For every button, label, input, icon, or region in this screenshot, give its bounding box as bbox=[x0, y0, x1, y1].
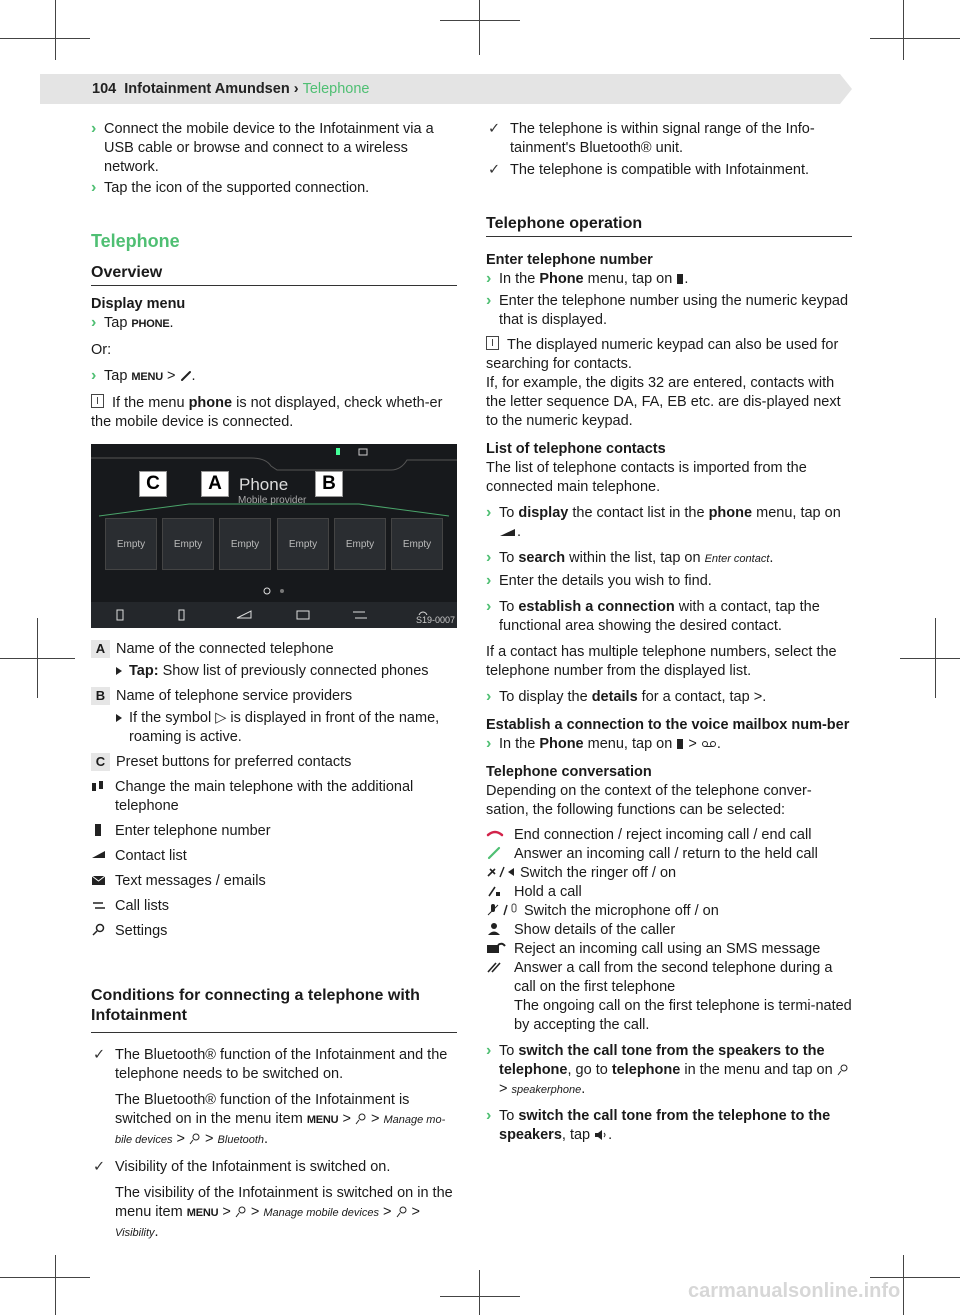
voicemail-icon bbox=[701, 739, 717, 749]
callout-b: B bbox=[315, 471, 343, 497]
legend-item-b: B Name of telephone service providers If the symbol ▷ is displayed in front of the name, roaming is active. bbox=[91, 687, 457, 747]
page-indicator bbox=[262, 587, 292, 595]
step: › Enter the telephone number using the numeric keypad that is displayed. bbox=[486, 292, 852, 330]
settings-icon bbox=[189, 1133, 201, 1145]
crop-mark bbox=[900, 658, 960, 659]
page-header-arrow bbox=[840, 74, 852, 104]
settings-icon bbox=[837, 1064, 849, 1076]
crop-mark bbox=[479, 0, 480, 55]
page-header bbox=[92, 81, 370, 97]
step: › To switch the call tone from the telephone to the speakers, tap . bbox=[486, 1107, 852, 1145]
step: › In the Phone menu, tap on > . bbox=[486, 735, 852, 754]
crop-mark bbox=[55, 1255, 56, 1315]
settings-icon bbox=[91, 923, 107, 937]
preset-contact-button[interactable]: Empty bbox=[162, 518, 214, 570]
screen-phone-title: Phone bbox=[239, 475, 289, 494]
preset-contact-button[interactable]: Empty bbox=[219, 518, 271, 570]
icon-legend-item: Enter telephone number bbox=[91, 822, 457, 841]
or-text: Or: bbox=[91, 342, 112, 358]
settings-icon bbox=[235, 1206, 247, 1218]
condition-item: ✓ The telephone is within signal range of the Info-tainment's Bluetooth® unit. bbox=[486, 120, 852, 158]
image-code: S19-0007 bbox=[415, 615, 455, 625]
crop-mark bbox=[440, 1296, 520, 1297]
preset-contact-button[interactable]: Empty bbox=[277, 518, 329, 570]
crop-mark bbox=[0, 658, 75, 659]
function-note: The ongoing call on the first telephone is termi-nated by accepting the call. bbox=[514, 998, 852, 1033]
phone-key: PHONE bbox=[131, 318, 170, 330]
watermark: carmanualsonline.info bbox=[688, 1280, 901, 1302]
step: › To display the details for a contact, tap >. bbox=[486, 688, 852, 707]
info-note: The displayed numeric keypad can also be used for searching for contacts. bbox=[486, 337, 839, 372]
contacts-icon bbox=[499, 526, 517, 538]
swap-phone-icon bbox=[91, 779, 105, 793]
conditions-heading: Conditions for connecting a telephone with Infotainment bbox=[91, 986, 457, 1033]
contacts-icon bbox=[91, 848, 107, 862]
screen-toolbar-icons bbox=[91, 602, 457, 628]
preset-contact-button[interactable]: Empty bbox=[334, 518, 386, 570]
chapter-title: Infotainment Amundsen bbox=[124, 81, 290, 97]
step: › In the Phone menu, tap on . bbox=[486, 270, 852, 289]
screen-provider: Mobile provider bbox=[238, 495, 307, 506]
telephone-operation-heading: Telephone operation bbox=[486, 214, 852, 237]
paragraph: If a contact has multiple telephone numbers, select the telephone number from the displayed list. bbox=[486, 644, 837, 679]
phone-handset-icon bbox=[180, 370, 192, 382]
conditions-section bbox=[91, 986, 457, 1243]
menu-key: MENU bbox=[131, 371, 164, 383]
right-column bbox=[486, 120, 852, 1145]
function-item: End connection / reject incoming call / end call bbox=[486, 826, 852, 845]
function-item: Answer an incoming call / return to the held call bbox=[486, 845, 852, 864]
page-number: 104 bbox=[92, 81, 117, 97]
info-icon bbox=[486, 336, 499, 350]
hold-icon bbox=[486, 884, 504, 898]
crop-mark bbox=[870, 1277, 960, 1278]
crop-mark bbox=[870, 38, 960, 39]
condition-detail: The visibility of the Infotainment is switched on in the menu item MENU > > Manage mobile devices > > Visibility. bbox=[115, 1185, 453, 1240]
keypad-icon bbox=[91, 823, 105, 837]
condition-item: ✓ The Bluetooth® function of the Infotainment and the telephone needs to be switched on. bbox=[91, 1046, 457, 1084]
crop-mark bbox=[440, 20, 520, 21]
second-phone-icon bbox=[486, 960, 504, 974]
answer-call-icon bbox=[486, 846, 504, 860]
display-menu-step: › Tap PHONE. bbox=[91, 314, 457, 334]
legend-item-c: C Preset buttons for preferred contacts bbox=[91, 753, 457, 772]
paragraph: Depending on the context of the telephone conver-sation, the following functions can be selected: bbox=[486, 783, 812, 818]
caller-icon bbox=[486, 922, 504, 936]
telephone-heading: Telephone bbox=[91, 231, 180, 251]
step: › To display the contact list in the phone menu, tap on . bbox=[486, 504, 852, 542]
preset-contact-button[interactable]: Empty bbox=[391, 518, 443, 570]
function-item: Answer a call from the second telephone during a call on the first telephone The ongoing call on the first telephone is termi-nated by accepting the call. bbox=[486, 959, 852, 1035]
info-note: If the menu phone is not displayed, check wheth-er the mobile device is connected. bbox=[91, 395, 443, 430]
condition-item: ✓ Visibility of the Infotainment is switched on. bbox=[91, 1158, 457, 1177]
crop-mark bbox=[0, 38, 90, 39]
step: › To search within the list, tap on Enter contact. bbox=[486, 549, 852, 569]
subsection-title: Telephone conversation bbox=[486, 764, 652, 780]
keypad-icon bbox=[676, 273, 684, 285]
condition-item: ✓ The telephone is compatible with Infotainment. bbox=[486, 161, 852, 180]
display-menu-title: Display menu bbox=[91, 296, 186, 312]
crop-mark bbox=[55, 0, 56, 60]
ringer-icon bbox=[486, 865, 518, 879]
legend-badge: C bbox=[91, 753, 110, 771]
speaker-icon bbox=[594, 1129, 608, 1141]
icon-legend-item: Change the main telephone with the additional telephone bbox=[91, 778, 457, 816]
screen-toolbar bbox=[91, 602, 457, 628]
crop-mark bbox=[479, 1270, 480, 1315]
subsection-title: Establish a connection to the voice mailbox num-ber bbox=[486, 717, 850, 733]
call-list-icon bbox=[91, 898, 107, 912]
display-menu-step: › Tap MENU > . bbox=[91, 367, 457, 387]
keypad-icon bbox=[676, 738, 684, 750]
crop-mark bbox=[0, 1277, 90, 1278]
icon-legend-item: Call lists bbox=[91, 897, 457, 916]
left-intro bbox=[91, 120, 457, 432]
section-title: Telephone bbox=[302, 81, 370, 97]
overview-heading: Overview bbox=[91, 263, 457, 286]
callout-a: A bbox=[201, 471, 229, 497]
info-note-text: If, for example, the digits 32 are entered, contacts with the letter sequence DA, FA, EB etc. are dis-played next to the numeric keypad. bbox=[486, 375, 841, 429]
sms-reject-icon bbox=[486, 941, 506, 955]
paragraph: The list of telephone contacts is imported from the connected main telephone. bbox=[486, 460, 807, 495]
intro-step: › Connect the mobile device to the Infotainment via a USB cable or browse and connect to a wireless network. bbox=[91, 120, 457, 177]
infotainment-screen bbox=[91, 444, 457, 628]
end-call-icon bbox=[486, 827, 504, 841]
preset-contact-button[interactable]: Empty bbox=[105, 518, 157, 570]
callout-c: C bbox=[139, 471, 167, 497]
function-item: Switch the microphone off / on bbox=[486, 902, 852, 921]
function-list bbox=[486, 826, 852, 1035]
icon-legend-item: Contact list bbox=[91, 847, 457, 866]
step: › Enter the details you wish to find. bbox=[486, 572, 852, 591]
legend-badge: B bbox=[91, 687, 110, 705]
crop-mark bbox=[903, 1255, 904, 1315]
settings-icon bbox=[355, 1113, 367, 1125]
settings-icon bbox=[396, 1206, 408, 1218]
intro-step: › Tap the icon of the supported connection. bbox=[91, 179, 457, 198]
function-item: Switch the ringer off / on bbox=[486, 864, 852, 883]
legend-item-a: A Name of the connected telephone Tap: Show list of previously connected phones bbox=[91, 640, 457, 681]
legend-badge: A bbox=[91, 640, 110, 658]
legend-list bbox=[91, 640, 457, 941]
subsection-title: List of telephone contacts bbox=[486, 441, 666, 457]
icon-legend-item: Text messages / emails bbox=[91, 872, 457, 891]
step: › To establish a connection with a contact, tap the functional area showing the desired contact. bbox=[486, 598, 852, 636]
step: › To switch the call tone from the speakers to the telephone, go to telephone in the menu and tap on > speakerphone. bbox=[486, 1042, 852, 1100]
function-item: Hold a call bbox=[486, 883, 852, 902]
function-item: Show details of the caller bbox=[486, 921, 852, 940]
breadcrumb-separator: › bbox=[293, 81, 299, 97]
subsection-title: Enter telephone number bbox=[486, 252, 653, 268]
envelope-icon bbox=[91, 873, 107, 887]
info-icon bbox=[91, 394, 104, 408]
microphone-icon bbox=[486, 903, 522, 917]
condition-detail: The Bluetooth® function of the Infotainment is switched on in the menu item MENU > > Manage mo-bile devices > > Bluetooth. bbox=[115, 1092, 446, 1147]
function-item: Reject an incoming call using an SMS message bbox=[486, 940, 852, 959]
crop-mark bbox=[903, 0, 904, 60]
icon-legend-item: Settings bbox=[91, 922, 457, 941]
